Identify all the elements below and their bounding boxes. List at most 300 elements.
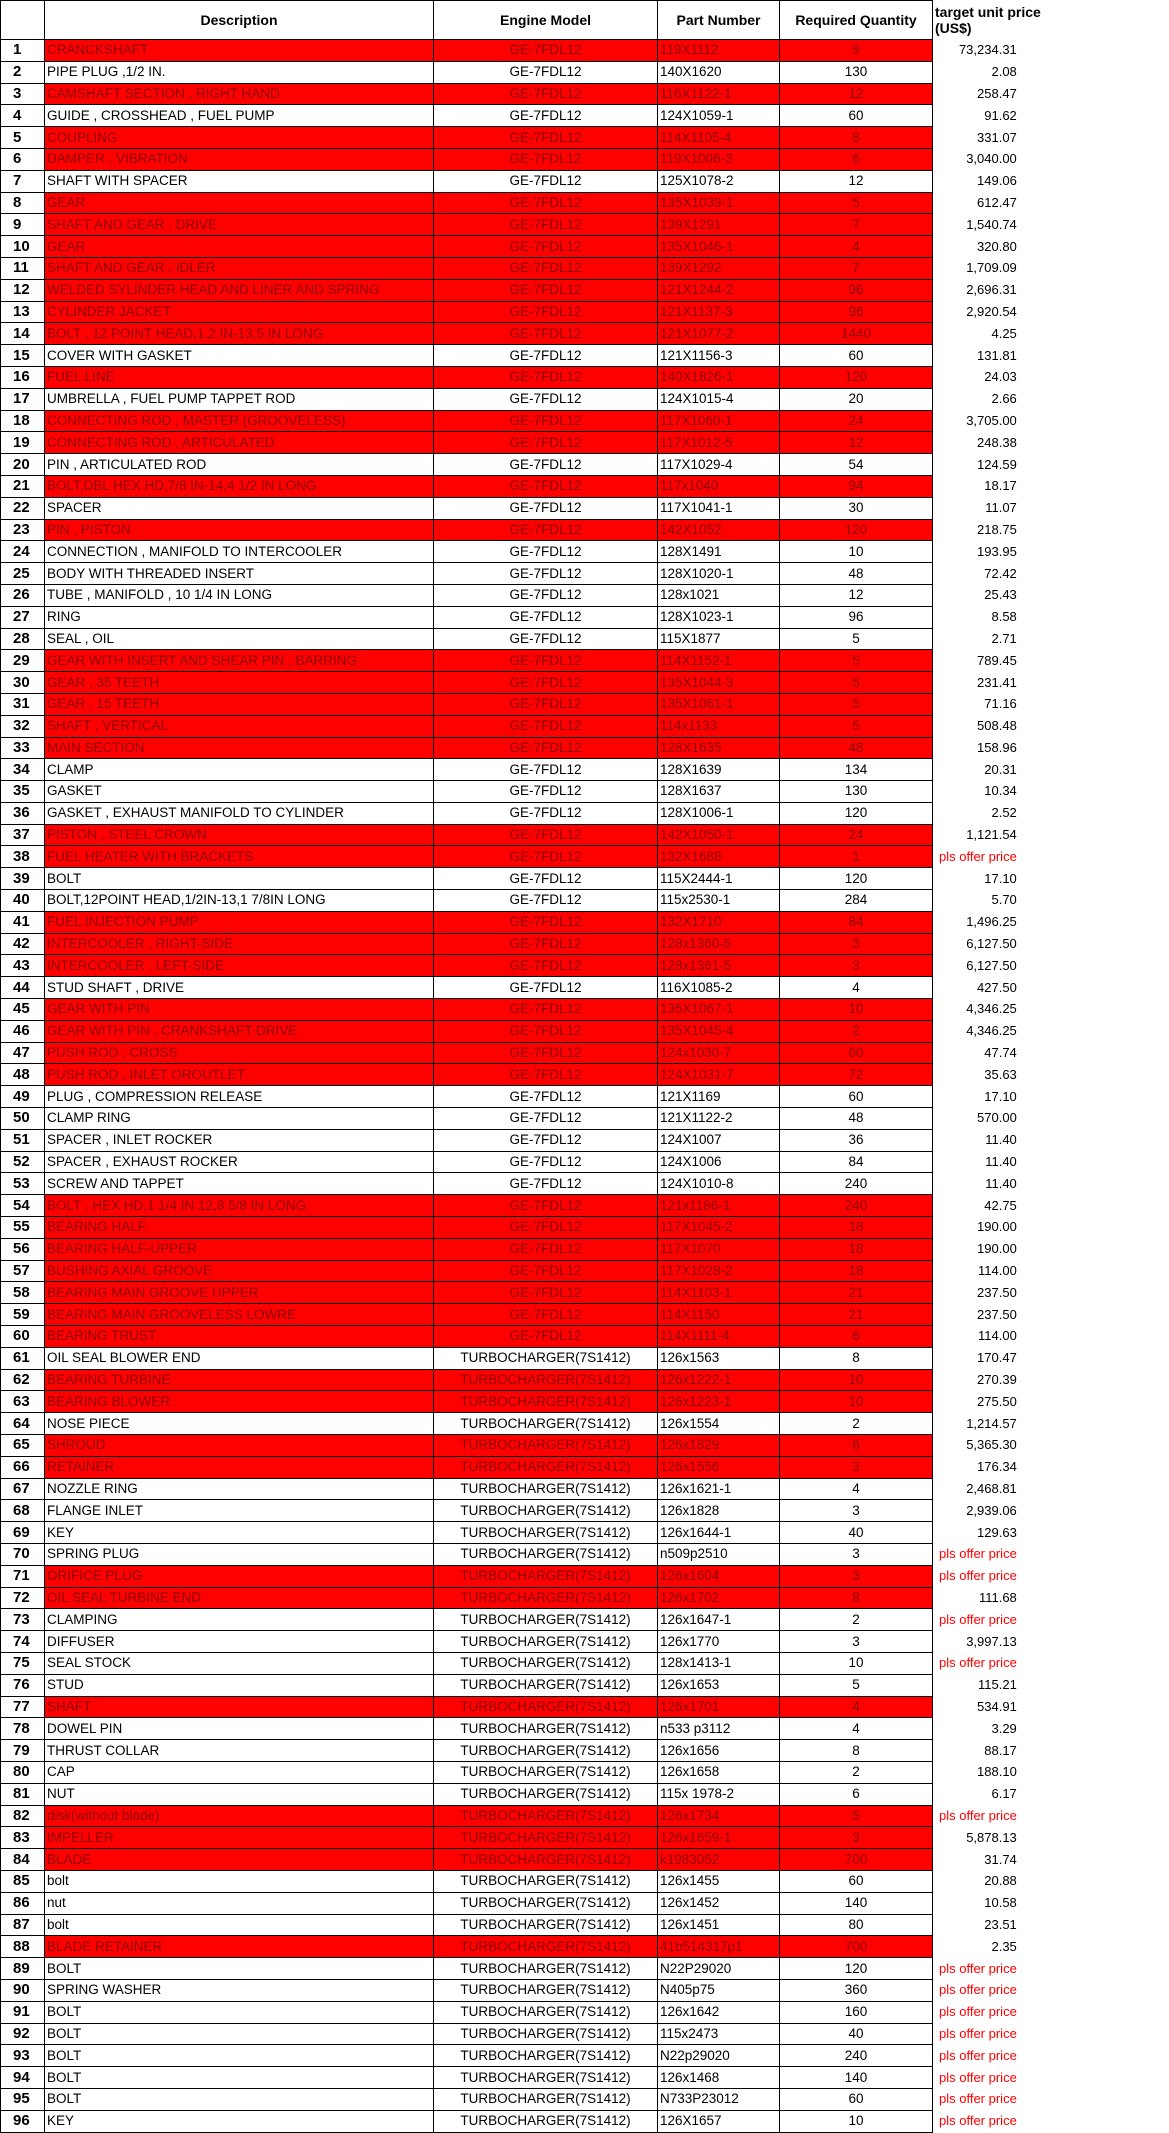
row-part-number: 128X1491 [658, 541, 780, 563]
row-target-price: 170.47 [977, 1350, 1017, 1366]
row-description: CYLINDER JACKET [45, 301, 434, 323]
row-engine-model: GE-7FDL12 [434, 693, 658, 715]
table-row [1, 1652, 1069, 1674]
table-row [1, 1151, 1069, 1173]
row-required-quantity: 240 [780, 2045, 933, 2067]
row-part-number: 114X1150 [658, 1304, 780, 1326]
row-target-price: 4.25 [991, 325, 1017, 341]
header-row [1, 1, 1069, 40]
row-required-quantity: 5 [780, 715, 933, 737]
row-number: 20 [1, 454, 45, 476]
row-target-price: 270.39 [977, 1372, 1017, 1387]
row-description: INTERCOOLER , LEFT-SIDE [45, 955, 434, 977]
row-target-price: 2.52 [991, 805, 1017, 821]
row-part-number: k1983052 [658, 1849, 780, 1871]
row-description: ORIFICE PLUG [45, 1565, 434, 1587]
row-part-number: 119X1006-3 [658, 148, 780, 170]
row-required-quantity: 8 [780, 1347, 933, 1369]
row-part-number: 142X1052 [658, 519, 780, 541]
row-part-number: 126x1734 [658, 1805, 780, 1827]
row-target-price: 131.81 [977, 347, 1017, 363]
row-engine-model: GE-7FDL12 [434, 999, 658, 1021]
row-required-quantity: 2 [780, 1609, 933, 1631]
table-row [1, 2001, 1069, 2023]
table-row [1, 1435, 1069, 1457]
row-engine-model: TURBOCHARGER(7S1412) [434, 1609, 658, 1631]
row-target-price: 42.75 [984, 1197, 1017, 1213]
row-number: 49 [1, 1086, 45, 1108]
table-row [1, 127, 1069, 149]
row-required-quantity: 120 [780, 802, 933, 824]
row-part-number: 139X1291 [658, 214, 780, 236]
row-number: 64 [1, 1413, 45, 1435]
row-part-number: 128X1639 [658, 759, 780, 781]
row-number: 60 [1, 1326, 45, 1348]
row-part-number: 126x1642 [658, 2001, 780, 2023]
row-part-number: 126x1658 [658, 1761, 780, 1783]
row-part-number: 121X1156-3 [658, 345, 780, 367]
table-row [1, 1217, 1069, 1239]
row-required-quantity: 5 [780, 1805, 933, 1827]
row-engine-model: GE-7FDL12 [434, 105, 658, 127]
row-required-quantity: 140 [780, 2067, 933, 2089]
row-part-number: 128X1020-1 [658, 563, 780, 585]
row-number: 45 [1, 999, 45, 1021]
row-engine-model: GE-7FDL12 [434, 802, 658, 824]
row-description: PIN , ARTICULATED ROD [45, 454, 434, 476]
row-required-quantity: 120 [780, 519, 933, 541]
row-part-number: 117X1012-5 [658, 432, 780, 454]
row-description: nut [45, 1892, 434, 1914]
table-row [1, 1347, 1069, 1369]
row-target-price: 71.16 [984, 696, 1017, 712]
row-required-quantity: 284 [780, 890, 933, 912]
row-required-quantity: 10 [780, 541, 933, 563]
row-description: NUT [45, 1783, 434, 1805]
row-description: BEARING BLOWER [45, 1391, 434, 1413]
row-target-price: 2,468.81 [966, 1480, 1017, 1496]
row-target-price: 2.35 [991, 1938, 1017, 1954]
row-description: GEAR WITH INSERT AND SHEAR PIN , BARRING [45, 650, 434, 672]
row-number: 63 [1, 1391, 45, 1413]
row-description: IMPELLER [45, 1827, 434, 1849]
row-engine-model: GE-7FDL12 [434, 737, 658, 759]
row-target-price: pls offer price [939, 1568, 1017, 1584]
row-engine-model: GE-7FDL12 [434, 345, 658, 367]
row-required-quantity: 5 [780, 693, 933, 715]
row-number: 19 [1, 432, 45, 454]
row-engine-model: GE-7FDL12 [434, 759, 658, 781]
row-target-price: 20.31 [984, 761, 1017, 777]
row-part-number: 126x1659-1 [658, 1827, 780, 1849]
row-required-quantity: 84 [780, 1151, 933, 1173]
row-required-quantity: 40 [780, 2023, 933, 2045]
row-description: PUSH ROD , INLET OROUTLET [45, 1064, 434, 1086]
row-target-price: 6.17 [991, 1786, 1017, 1802]
row-description: disk(without blade) [45, 1805, 434, 1827]
row-engine-model: TURBOCHARGER(7S1412) [434, 1435, 658, 1457]
row-target-price: 73,234.31 [958, 42, 1017, 58]
row-engine-model: TURBOCHARGER(7S1412) [434, 1631, 658, 1653]
table-row [1, 1631, 1069, 1653]
row-description: SPACER , INLET ROCKER [45, 1129, 434, 1151]
row-target-price: 237.50 [977, 1306, 1017, 1322]
row-part-number: N405p75 [658, 1979, 780, 2001]
row-required-quantity: 4 [780, 1478, 933, 1500]
row-description: BOLT , 12 POINT HEAD,1.2 IN-13,5 IN LONG [45, 323, 434, 345]
row-engine-model: TURBOCHARGER(7S1412) [434, 2088, 658, 2110]
row-target-price: 115.21 [978, 1677, 1017, 1693]
row-target-price: 17.10 [984, 1088, 1017, 1104]
row-description: BEARING MAIN GROOVE UPPER [45, 1282, 434, 1304]
row-target-price: 1,214.57 [966, 1415, 1017, 1431]
row-required-quantity: 18 [780, 1260, 933, 1282]
table-row [1, 148, 1069, 170]
row-number: 41 [1, 911, 45, 933]
row-engine-model: TURBOCHARGER(7S1412) [434, 1892, 658, 1914]
row-description: BOLT [45, 868, 434, 890]
row-number: 55 [1, 1217, 45, 1239]
row-description: BEARING TRUST [45, 1326, 434, 1348]
row-part-number: 135X1044-3 [658, 672, 780, 694]
row-part-number: 132X1688 [658, 846, 780, 868]
table-row [1, 1805, 1069, 1827]
row-description: NOSE PIECE [45, 1413, 434, 1435]
row-part-number: 117X1070 [658, 1238, 780, 1260]
row-target-price: 23.51 [984, 1916, 1017, 1932]
row-description: BEARING MAIN GROOVELESS LOWRE [45, 1304, 434, 1326]
row-required-quantity: 10 [780, 1369, 933, 1391]
row-required-quantity: 84 [780, 911, 933, 933]
row-target-price: 534.91 [977, 1698, 1017, 1714]
row-number: 44 [1, 977, 45, 999]
row-required-quantity: 10 [780, 2110, 933, 2132]
row-target-price: 11.40 [985, 1132, 1017, 1148]
row-engine-model: TURBOCHARGER(7S1412) [434, 1391, 658, 1413]
row-part-number: 114X1152-1 [658, 650, 780, 672]
row-description: GEAR [45, 236, 434, 258]
row-engine-model: GE-7FDL12 [434, 214, 658, 236]
row-target-price: 218.75 [977, 521, 1017, 537]
row-engine-model: GE-7FDL12 [434, 432, 658, 454]
row-part-number: 126x1701 [658, 1696, 780, 1718]
row-engine-model: GE-7FDL12 [434, 1173, 658, 1195]
row-required-quantity: 8 [780, 1740, 933, 1762]
table-row [1, 650, 1069, 672]
row-part-number: 139X1292 [658, 257, 780, 279]
row-part-number: 135X1046-1 [658, 236, 780, 258]
row-description: DIFFUSER [45, 1631, 434, 1653]
row-target-price: pls offer price [939, 1546, 1017, 1562]
row-required-quantity: 48 [780, 563, 933, 585]
row-target-price: 188.10 [977, 1764, 1017, 1780]
row-required-quantity: 72 [780, 1064, 933, 1086]
row-required-quantity: 360 [780, 1979, 933, 2001]
row-description: TUBE , MANIFOLD , 10 1/4 IN LONG [45, 584, 434, 606]
row-part-number: 126X1657 [658, 2110, 780, 2132]
row-target-price: pls offer price [939, 2047, 1017, 2063]
row-target-price: 20.88 [984, 1873, 1017, 1889]
table-row [1, 2023, 1069, 2045]
row-description: CONNECTION , MANIFOLD TO INTERCOOLER [45, 541, 434, 563]
table-row [1, 1718, 1069, 1740]
row-part-number: 135X1039-1 [658, 192, 780, 214]
row-description: SHAFT AND GEAR , IDLER [45, 257, 434, 279]
row-target-price: 47.74 [984, 1045, 1017, 1061]
row-target-price: 3,705.00 [966, 412, 1017, 428]
row-engine-model: TURBOCHARGER(7S1412) [434, 1587, 658, 1609]
table-row [1, 1761, 1069, 1783]
row-required-quantity: 54 [780, 454, 933, 476]
row-target-price: pls offer price [939, 1807, 1017, 1823]
row-target-price: 11.40 [985, 1154, 1017, 1170]
row-engine-model: TURBOCHARGER(7S1412) [434, 1456, 658, 1478]
row-part-number: 126x1770 [658, 1631, 780, 1653]
row-required-quantity: 6 [780, 148, 933, 170]
row-required-quantity: 2 [780, 1413, 933, 1435]
row-required-quantity: 18 [780, 1238, 933, 1260]
row-engine-model: GE-7FDL12 [434, 868, 658, 890]
row-part-number: 128X1637 [658, 781, 780, 803]
table-row [1, 1238, 1069, 1260]
row-target-price: 2,696.31 [966, 282, 1017, 298]
row-number: 75 [1, 1652, 45, 1674]
row-number: 18 [1, 410, 45, 432]
row-target-price: 149.06 [977, 173, 1017, 189]
row-number: 25 [1, 563, 45, 585]
row-number: 3 [1, 83, 45, 105]
row-number: 80 [1, 1761, 45, 1783]
row-description: OIL SEAL BLOWER END [45, 1347, 434, 1369]
row-description: SHAFT AND GEAR , DRIVE [45, 214, 434, 236]
row-engine-model: TURBOCHARGER(7S1412) [434, 1652, 658, 1674]
row-target-price: 331.07 [977, 129, 1017, 145]
row-engine-model: GE-7FDL12 [434, 497, 658, 519]
row-part-number: 126x1468 [658, 2067, 780, 2089]
row-target-price: 570.00 [977, 1110, 1017, 1126]
row-engine-model: GE-7FDL12 [434, 279, 658, 301]
row-engine-model: GE-7FDL12 [434, 1326, 658, 1348]
row-description: BEARING HALF [45, 1217, 434, 1239]
table-row [1, 955, 1069, 977]
row-engine-model: TURBOCHARGER(7S1412) [434, 1347, 658, 1369]
row-part-number: 128x1021 [658, 584, 780, 606]
table-row [1, 824, 1069, 846]
row-number: 53 [1, 1173, 45, 1195]
row-target-price: 2.08 [991, 64, 1017, 80]
row-engine-model: GE-7FDL12 [434, 1042, 658, 1064]
row-engine-model: GE-7FDL12 [434, 1238, 658, 1260]
table-row [1, 410, 1069, 432]
row-required-quantity: 6 [780, 1326, 933, 1348]
row-engine-model: TURBOCHARGER(7S1412) [434, 1805, 658, 1827]
row-engine-model: GE-7FDL12 [434, 911, 658, 933]
table-row [1, 454, 1069, 476]
row-target-price: 5,878.13 [966, 1829, 1017, 1845]
table-row [1, 1783, 1069, 1805]
row-engine-model: GE-7FDL12 [434, 1195, 658, 1217]
row-description: GEAR WITH PIN [45, 999, 434, 1021]
row-engine-model: GE-7FDL12 [434, 1086, 658, 1108]
row-target-price: 11.07 [985, 500, 1017, 516]
row-required-quantity: 5 [780, 628, 933, 650]
row-number: 46 [1, 1020, 45, 1042]
row-engine-model: GE-7FDL12 [434, 1282, 658, 1304]
table-row [1, 1565, 1069, 1587]
table-row [1, 1195, 1069, 1217]
row-description: CRANCKSHAFT [45, 40, 434, 62]
row-description: GASKET [45, 781, 434, 803]
row-target-price: 129.63 [977, 1524, 1017, 1540]
row-number: 13 [1, 301, 45, 323]
row-number: 36 [1, 802, 45, 824]
row-description: GEAR WITH PIN , CRANKSHAFT DRIVE [45, 1020, 434, 1042]
row-description: GEAR [45, 192, 434, 214]
row-target-price: 1,121.54 [966, 827, 1017, 843]
row-number: 38 [1, 846, 45, 868]
row-part-number: 126x1656 [658, 1740, 780, 1762]
row-required-quantity: 700 [780, 1849, 933, 1871]
row-target-price: 3.29 [991, 1720, 1017, 1736]
row-part-number: 126x1621-1 [658, 1478, 780, 1500]
table-row [1, 933, 1069, 955]
table-row [1, 1674, 1069, 1696]
row-part-number: 115x2473 [658, 2023, 780, 2045]
row-number: 78 [1, 1718, 45, 1740]
row-target-price: 25.43 [984, 587, 1017, 603]
table-row [1, 1979, 1069, 2001]
row-description: PIN , PISTON [45, 519, 434, 541]
row-number: 7 [1, 170, 45, 192]
row-engine-model: GE-7FDL12 [434, 846, 658, 868]
row-description: bolt [45, 1870, 434, 1892]
table-row [1, 1478, 1069, 1500]
row-part-number: 124X1007 [658, 1129, 780, 1151]
row-engine-model: GE-7FDL12 [434, 366, 658, 388]
row-part-number: 126x1604 [658, 1565, 780, 1587]
row-target-price: 111.68 [978, 1589, 1017, 1605]
row-target-price: 114.00 [978, 1263, 1017, 1279]
row-engine-model: GE-7FDL12 [434, 1020, 658, 1042]
row-part-number: 126x1455 [658, 1870, 780, 1892]
table-row [1, 628, 1069, 650]
row-required-quantity: 60 [780, 2088, 933, 2110]
table-row [1, 802, 1069, 824]
row-target-price: 193.95 [977, 543, 1017, 559]
row-number: 42 [1, 933, 45, 955]
row-required-quantity: 7 [780, 257, 933, 279]
row-part-number: 124X1015-4 [658, 388, 780, 410]
row-description: SHAFT [45, 1696, 434, 1718]
row-number: 24 [1, 541, 45, 563]
row-required-quantity: 36 [780, 1129, 933, 1151]
row-required-quantity: 10 [780, 999, 933, 1021]
row-description: BOLT [45, 2001, 434, 2023]
table-row [1, 541, 1069, 563]
row-part-number: 126x1223-1 [658, 1391, 780, 1413]
row-engine-model: TURBOCHARGER(7S1412) [434, 1936, 658, 1958]
row-number: 43 [1, 955, 45, 977]
row-required-quantity: 700 [780, 1936, 933, 1958]
row-engine-model: GE-7FDL12 [434, 388, 658, 410]
row-required-quantity: 20 [780, 388, 933, 410]
row-part-number: 115x 1978-2 [658, 1783, 780, 1805]
row-target-price: 3,040.00 [966, 151, 1017, 167]
row-required-quantity: 3 [780, 955, 933, 977]
row-engine-model: GE-7FDL12 [434, 170, 658, 192]
row-number: 94 [1, 2067, 45, 2089]
row-part-number: 117X1041-1 [658, 497, 780, 519]
row-target-price: pls offer price [939, 2004, 1017, 2020]
row-part-number: 115X2444-1 [658, 868, 780, 890]
row-required-quantity: 24 [780, 410, 933, 432]
row-description: NOZZLE RING [45, 1478, 434, 1500]
row-description: BOLT , HEX HD,1 1/4 IN 12,8 5/8 IN LONG [45, 1195, 434, 1217]
row-description: SCREW AND TAPPET [45, 1173, 434, 1195]
table-row [1, 715, 1069, 737]
table-row [1, 1914, 1069, 1936]
header-no [1, 1, 45, 40]
row-number: 33 [1, 737, 45, 759]
table-row [1, 1870, 1069, 1892]
row-number: 67 [1, 1478, 45, 1500]
row-description: BOLT [45, 2067, 434, 2089]
row-description: PISTON , STEEL CROWN [45, 824, 434, 846]
row-target-price: 8.58 [991, 609, 1017, 625]
row-required-quantity: 48 [780, 1108, 933, 1130]
row-number: 31 [1, 693, 45, 715]
row-part-number: 124x1030-7 [658, 1042, 780, 1064]
table-row [1, 1696, 1069, 1718]
row-engine-model: GE-7FDL12 [434, 955, 658, 977]
row-required-quantity: 4 [780, 977, 933, 999]
row-description: bolt [45, 1914, 434, 1936]
row-number: 72 [1, 1587, 45, 1609]
row-part-number: 117X1029-4 [658, 454, 780, 476]
row-description: MAIN SECTION [45, 737, 434, 759]
table-row [1, 1020, 1069, 1042]
row-required-quantity: 120 [780, 366, 933, 388]
row-engine-model: TURBOCHARGER(7S1412) [434, 2023, 658, 2045]
row-required-quantity: 9 [780, 40, 933, 62]
table-row [1, 846, 1069, 868]
row-engine-model: GE-7FDL12 [434, 672, 658, 694]
row-engine-model: GE-7FDL12 [434, 410, 658, 432]
row-description: OIL SEAL TURBINE END [45, 1587, 434, 1609]
row-part-number: 124X1031-7 [658, 1064, 780, 1086]
row-target-price: 4,346.25 [966, 1023, 1017, 1039]
header-required-quantity: Required Quantity [780, 1, 933, 40]
table-row [1, 214, 1069, 236]
row-target-price: pls offer price [939, 2113, 1017, 2129]
row-required-quantity: 5 [780, 1674, 933, 1696]
row-description: STUD SHAFT , DRIVE [45, 977, 434, 999]
row-target-price: 1,540.74 [966, 216, 1017, 232]
row-target-price: 789.45 [977, 652, 1017, 668]
row-engine-model: TURBOCHARGER(7S1412) [434, 1500, 658, 1522]
row-target-price: 2,939.06 [966, 1502, 1017, 1518]
row-description: PUSH ROD , CROSS [45, 1042, 434, 1064]
table-row [1, 388, 1069, 410]
row-description: BOLT [45, 2023, 434, 2045]
row-description: CONNECTING ROD , MASTER (GROOVELESS) [45, 410, 434, 432]
row-required-quantity: 3 [780, 1565, 933, 1587]
row-description: RETAINER [45, 1456, 434, 1478]
row-description: SHAFT WITH SPACER [45, 170, 434, 192]
row-required-quantity: 5 [780, 672, 933, 694]
table-row [1, 606, 1069, 628]
row-part-number: 116X1122-1 [658, 83, 780, 105]
